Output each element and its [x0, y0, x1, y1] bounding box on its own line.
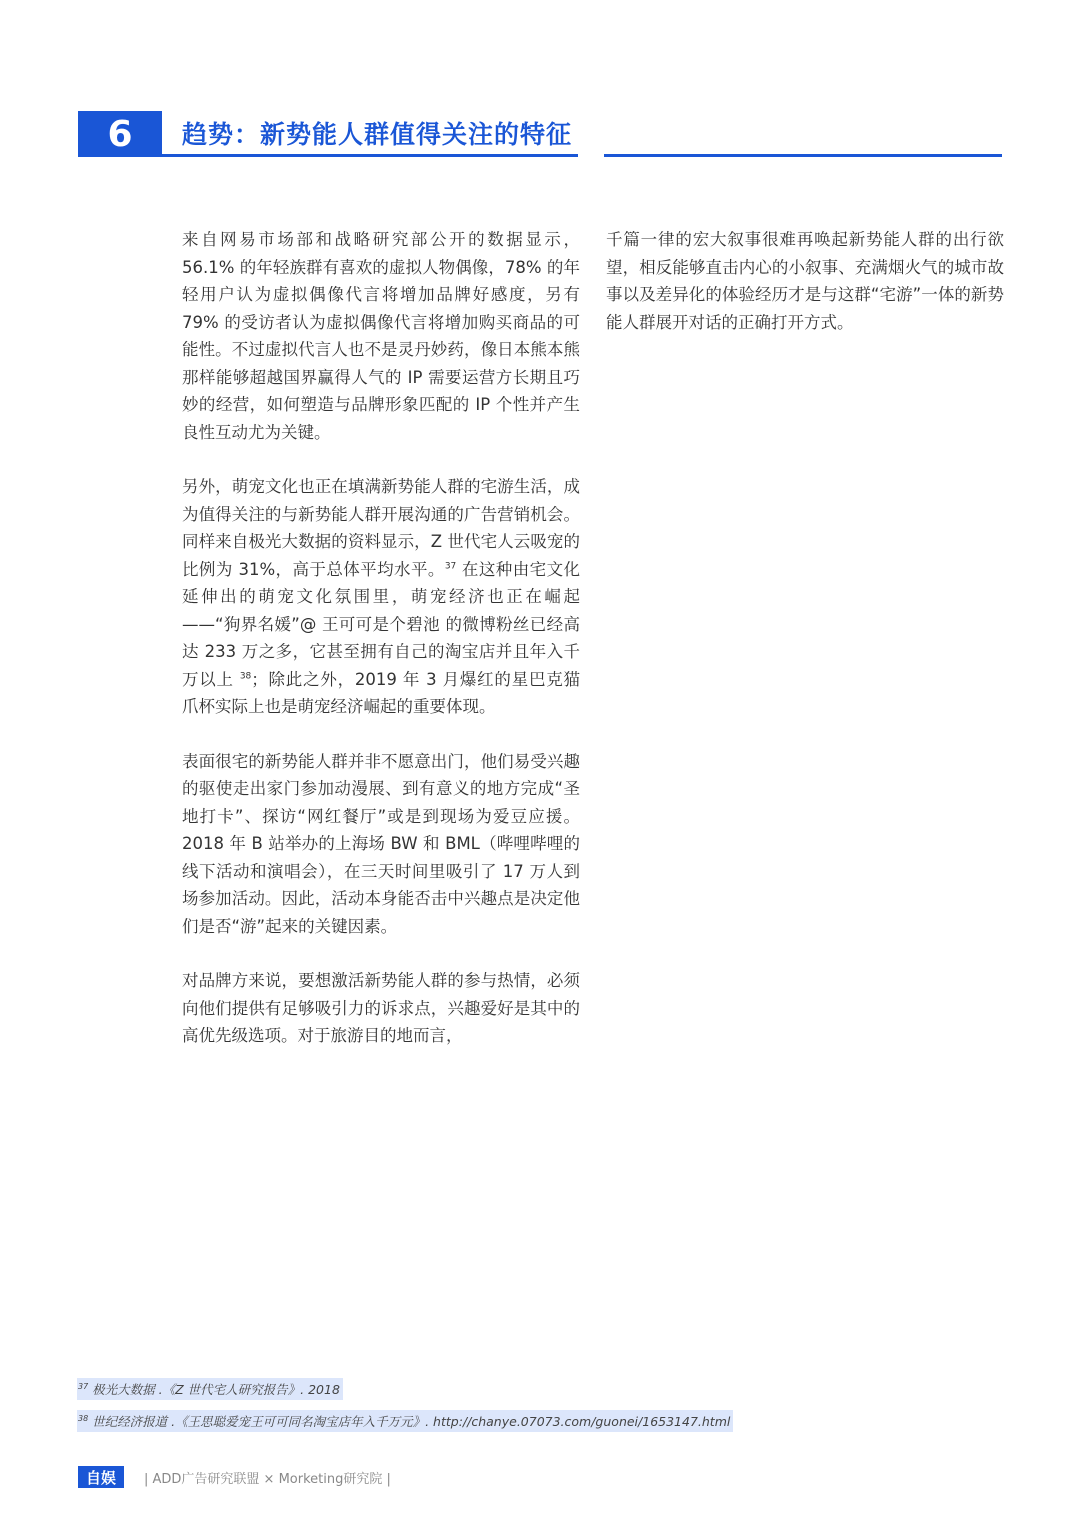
right-column [606, 226, 1004, 363]
footer-badge: 自娱 [78, 1466, 124, 1488]
chapter-number: 6 [78, 111, 162, 157]
footnote-ref[interactable]: 38 [239, 671, 252, 681]
chapter-title: 趋势：新势能人群值得关注的特征 [182, 120, 573, 149]
paragraph: 对品牌方来说，要想激活新势能人群的参与热情，必须向他们提供有足够吸引力的诉求点，兴趣爱好是其中的高优先级选项。对于旅游目的地而言， [182, 971, 580, 1045]
footnotes [77, 1378, 733, 1442]
footer-text: | ADD广告研究联盟 × Morketing研究院 | [144, 1471, 391, 1487]
footnote-ref[interactable]: 37 [444, 561, 457, 571]
footnote: $^{37}$ 极光大数据 .《Z 世代宅人研究报告》. 2018 [77, 1378, 343, 1400]
header-rule-right [604, 154, 1002, 157]
paragraph: 来自网易市场部和战略研究部公开的数据显示，56.1% 的年轻族群有喜欢的虚拟人物偶像，78% 的年轻用户认为虚拟偶像代言将增加品牌好感度，另有 79% 的受访者认为虚拟偶像代言将增加购买商品的可能性。不过虚拟代言人也不是灵丹妙药，像日本熊本熊那样能够超越国界赢得人气的 IP 需要运营方长期且巧妙的经营，如何塑造与品牌形象匹配的 IP 个性并产生良性互动尤为关键。 [182, 230, 580, 442]
paragraph: 表面很宅的新势能人群并非不愿意出门，他们易受兴趣的驱使走出家门参加动漫展、到有意义的地方完成“圣地打卡”、探访“网红餐厅”或是到现场为爱豆应援。2018 年 B 站举办的上海场 BW 和 BML（哔哩哔哩的线下活动和演唱会），在三天时间里吸引了 17 万人到场参加活动。因此，活动本身能否击中兴趣点是决定他们是否“游”起来的关键因素。 [182, 751, 580, 936]
left-column [182, 226, 580, 1077]
page-footer [78, 1466, 391, 1488]
paragraph: 千篇一律的宏大叙事很难再唤起新势能人群的出行欲望，相反能够直击内心的小叙事、充满烟火气的城市故事以及差异化的体验经历才是与这群“宅游”一体的新势能人群展开对话的正确打开方式。 [606, 230, 1004, 332]
paragraph: 另外，萌宠文化也正在填满新势能人群的宅游生活，成为值得关注的与新势能人群开展沟通的广告营销机会。同样来自极光大数据的资料显示，Z 世代宅人云吸宠的比例为 31%，高于总体平均水平。$^{37}$ 在这种由宅文化延伸出的萌宠文化氛围里，萌宠经济也正在崛起——“狗界名媛”@ 王可可是个碧池 的微博粉丝已经高达 233 万之多，它甚至拥有自己的淘宝店并且年入千万以上 $^{38}$；除此之外，2019 年 3 月爆红的星巴克猫爪杯实际上也是萌宠经济崛起的重要体现。 [182, 477, 580, 716]
header-rule-left [78, 154, 578, 157]
footnote: $^{38}$ 世纪经济报道 .《王思聪爱宠王可可同名淘宝店年入千万元》. http://chanye.07073.com/guonei/1653147.html [77, 1410, 733, 1432]
